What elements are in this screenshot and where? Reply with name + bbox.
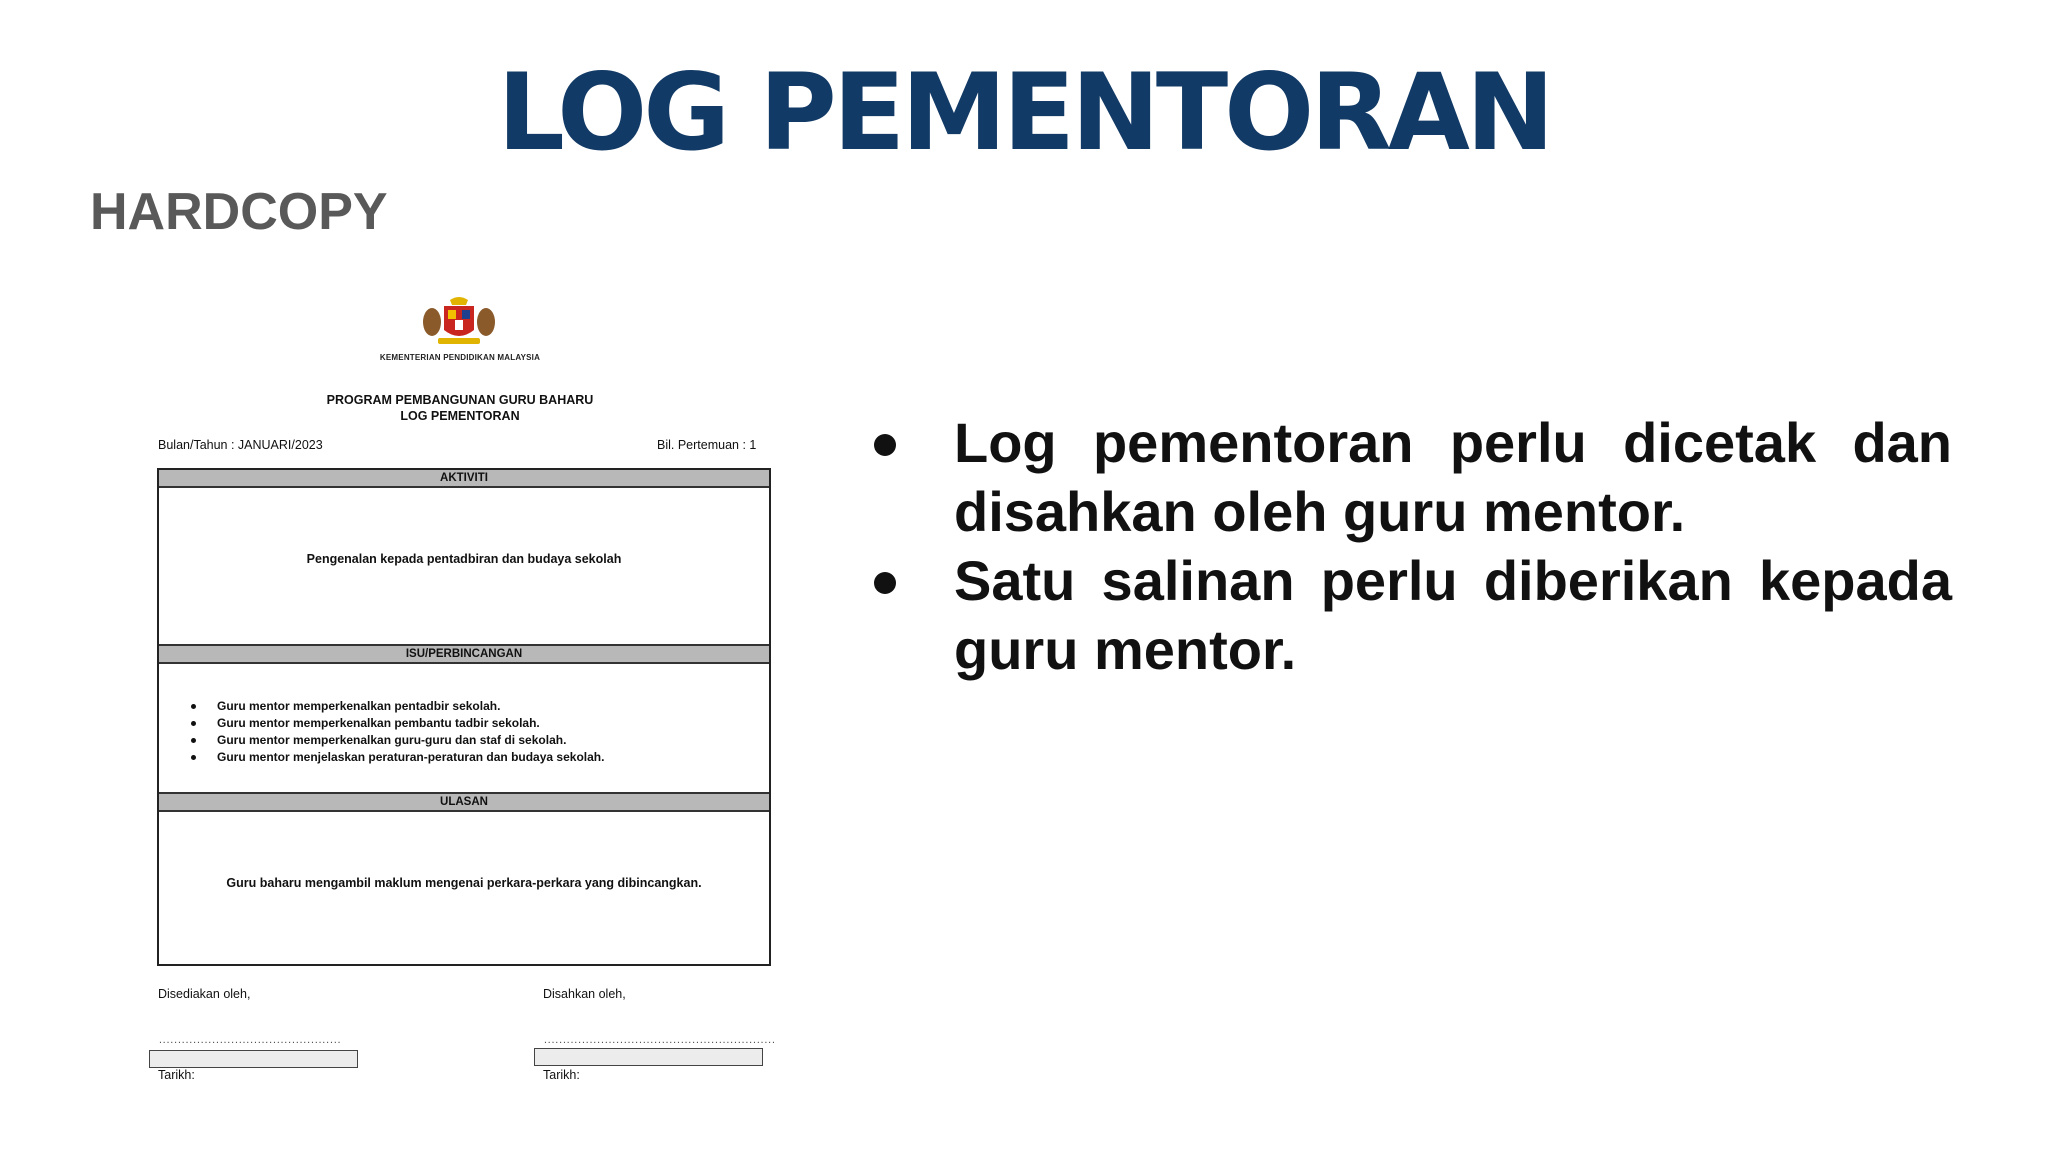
program-title: PROGRAM PEMBANGUNAN GURU BAHARU [326,393,594,407]
activity-header: AKTIVITI [159,470,769,488]
issue-item: Guru mentor memperkenalkan pentadbir sekolah. [189,698,604,715]
bullet-list [862,408,1952,684]
prepared-by-label: Disediakan oleh, [158,987,251,1001]
review-text: Guru baharu mengambil maklum mengenai perkara-perkara yang dibincangkan. [226,876,702,890]
bullet-dot-icon [874,434,896,456]
issue-item: Guru mentor menjelaskan peraturan-peraturan dan budaya sekolah. [189,749,604,766]
issues-list [189,698,604,766]
issue-item: Guru mentor memperkenalkan guru-guru dan staf di sekolah. [189,732,604,749]
slide-subtitle: HARDCOPY [90,183,388,241]
month-year: Bulan/Tahun : JANUARI/2023 [158,438,323,452]
ministry-name: KEMENTERIAN PENDIDIKAN MALAYSIA [379,353,541,362]
prepared-signature-field [149,1050,358,1068]
approved-by-label: Disahkan oleh, [543,987,626,1001]
log-form-box [157,468,771,966]
bullet-text: Satu salinan perlu diberikan kepada guru mentor. [954,549,1952,681]
bullet-item [862,408,1952,546]
issues-header: ISU/PERBINCANGAN [159,644,769,664]
meeting-number: Bil. Pertemuan : 1 [657,438,757,452]
activity-text: Pengenalan kepada pentadbiran dan budaya sekolah [306,552,622,566]
approved-signature-line: ............................................................. [543,1037,775,1046]
log-title: LOG PEMENTORAN [400,409,520,423]
prepared-signature-line: ................................................ [158,1037,341,1046]
bullet-text: Log pementoran perlu dicetak dan disahkan oleh guru mentor. [954,411,1952,543]
coat-of-arms-icon [420,296,498,348]
slide-title: LOG PEMENTORAN [497,51,1551,174]
approved-signature-field [534,1048,763,1066]
approved-date-label: Tarikh: [543,1068,580,1082]
issue-item: Guru mentor memperkenalkan pembantu tadbir sekolah. [189,715,604,732]
review-header: ULASAN [159,792,769,812]
bullet-item [862,546,1952,684]
prepared-date-label: Tarikh: [158,1068,195,1082]
bullet-dot-icon [874,572,896,594]
